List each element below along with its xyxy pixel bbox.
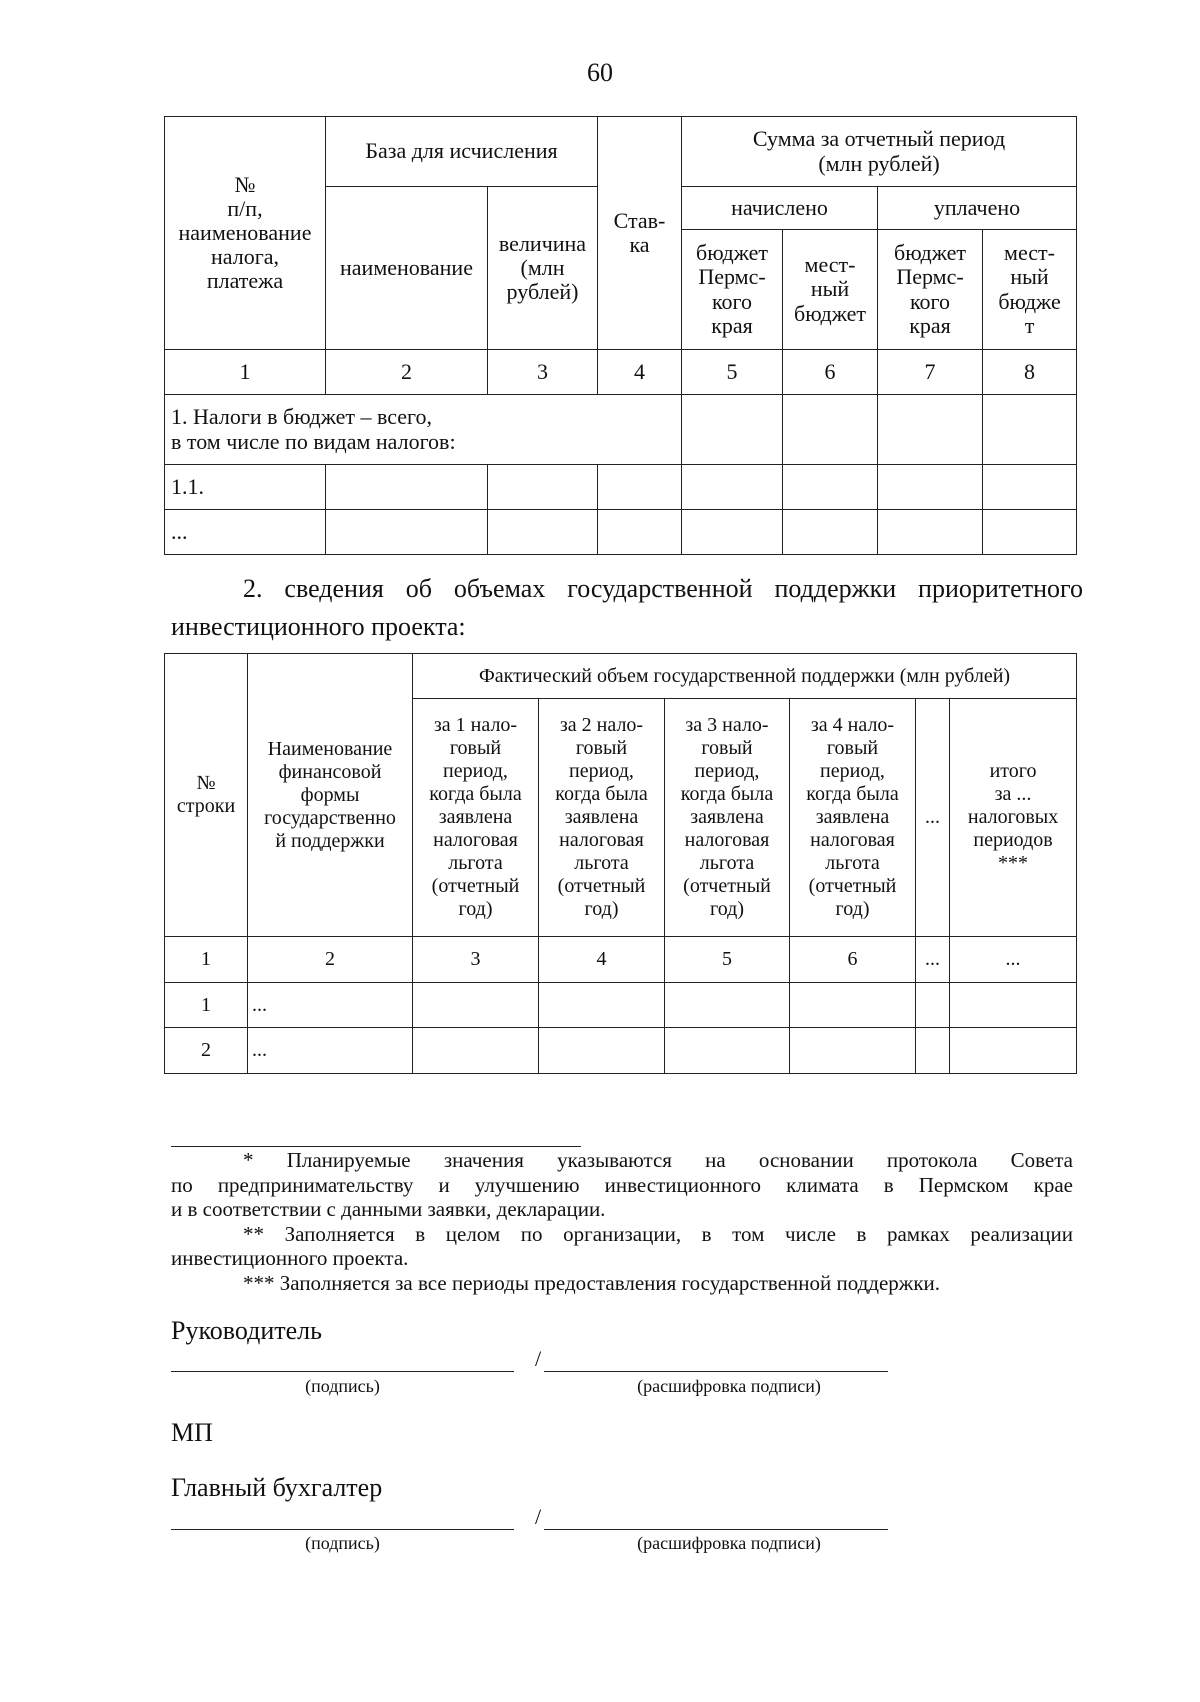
section2-heading (171, 570, 1083, 646)
table-cell (983, 510, 1077, 555)
table-cell (983, 395, 1077, 465)
section2-line1: 2. сведения об объемах государственной поддержки приоритетного (243, 574, 1083, 603)
header-local-paid: мест- ный бюдже т (983, 230, 1077, 350)
header-row-number: № строки (165, 654, 248, 937)
head-decoding-caption: (расшифровка подписи) (637, 1376, 821, 1396)
seal-label: МП (171, 1418, 213, 1447)
table-cell (783, 465, 878, 510)
table-row (165, 1028, 1077, 1074)
table-cell (878, 395, 983, 465)
table-cell (916, 1028, 950, 1074)
table-cell (682, 465, 783, 510)
header-form-name: Наименование финансовой формы государственно й поддержки (248, 654, 413, 937)
header-budget-perm-accrued: бюджет Пермс- кого края (682, 230, 783, 350)
table-cell (488, 465, 598, 510)
table-cell (950, 983, 1077, 1028)
accountant-title: Главный бухгалтер (171, 1473, 383, 1502)
table-cell (488, 510, 598, 555)
row-label: 1. Налоги в бюджет – всего, в том числе по видам налогов: (165, 395, 682, 465)
header-period-4: за 4 нало- говый период, когда была заявлена налоговая льгота (отчетный год) (790, 699, 916, 937)
header-total: итого за ... налоговых периодов *** (950, 699, 1077, 937)
header-rate: Став- ка (598, 117, 682, 350)
column-number: 5 (665, 937, 790, 983)
column-numbers-row (165, 937, 1077, 983)
header-budget-perm-paid: бюджет Пермс- кого края (878, 230, 983, 350)
head-slash: / (535, 1346, 542, 1371)
tax-table (164, 116, 1077, 555)
column-number: 3 (413, 937, 539, 983)
column-number: 1 (165, 350, 326, 395)
table-cell (665, 983, 790, 1028)
accountant-signature-caption: (подпись) (305, 1533, 380, 1553)
table-cell (783, 510, 878, 555)
table-row (165, 510, 1077, 555)
header-paid: уплачено (878, 187, 1077, 230)
column-number: ... (916, 937, 950, 983)
row-name: ... (248, 983, 413, 1028)
table-cell (790, 983, 916, 1028)
header-ellipsis: ... (916, 699, 950, 937)
header-base-name: наименование (326, 187, 488, 350)
header-tax-name: № п/п, наименование налога, платежа (165, 117, 326, 350)
footnote-2-line1: ** Заполняется в целом по организации, в том числе в рамках реализации (243, 1221, 1073, 1246)
table-cell (878, 510, 983, 555)
footnote-separator (171, 1146, 581, 1147)
head-decoding-line (544, 1371, 888, 1372)
section2-line2: инвестиционного проекта: (171, 612, 466, 641)
accountant-slash: / (535, 1504, 542, 1529)
accountant-signature-line (171, 1529, 514, 1530)
header-local-accrued: мест- ный бюджет (783, 230, 878, 350)
table-cell (326, 510, 488, 555)
header-base-group: База для исчисления (326, 117, 598, 187)
row-name: ... (248, 1028, 413, 1074)
header-actual-group: Фактический объем государственной поддержки (млн рублей) (413, 654, 1077, 699)
column-number: 6 (783, 350, 878, 395)
column-numbers-row (165, 350, 1077, 395)
table-cell (682, 510, 783, 555)
column-number: 2 (248, 937, 413, 983)
accountant-decoding-line (544, 1529, 888, 1530)
table-cell (326, 465, 488, 510)
column-number: 6 (790, 937, 916, 983)
column-number: 7 (878, 350, 983, 395)
table-cell (598, 510, 682, 555)
table-cell (539, 983, 665, 1028)
support-table (164, 653, 1077, 1074)
column-number: 8 (983, 350, 1077, 395)
table-row (165, 983, 1077, 1028)
page-number: 60 (587, 58, 613, 87)
table-cell (665, 1028, 790, 1074)
head-title: Руководитель (171, 1316, 322, 1345)
table-cell (598, 465, 682, 510)
head-signature-line (171, 1371, 514, 1372)
table-cell (790, 1028, 916, 1074)
header-accrued: начислено (682, 187, 878, 230)
row-number: 1 (165, 983, 248, 1028)
table-row (165, 465, 1077, 510)
table-cell (783, 395, 878, 465)
table-cell (413, 983, 539, 1028)
footnotes (171, 1148, 1073, 1295)
column-number: 4 (598, 350, 682, 395)
footnote-1-line1: * Планируемые значения указываются на основании протокола Совета (243, 1148, 1073, 1172)
header-period-2: за 2 нало- говый период, когда была заявлена налоговая льгота (отчетный год) (539, 699, 665, 937)
column-number: 4 (539, 937, 665, 983)
table-cell (539, 1028, 665, 1074)
header-base-value: величина (млн рублей) (488, 187, 598, 350)
table-cell (682, 395, 783, 465)
footnote-1-line2: по предпринимательству и улучшению инвестиционного климата в Пермском крае (171, 1172, 1073, 1197)
table-cell (916, 983, 950, 1028)
row-number: 2 (165, 1028, 248, 1074)
table-cell (983, 465, 1077, 510)
row-label: ... (165, 510, 326, 555)
header-period-3: за 3 нало- говый период, когда была заявлена налоговая льгота (отчетный год) (665, 699, 790, 937)
header-sum-group: Сумма за отчетный период (млн рублей) (682, 117, 1077, 187)
table-cell (950, 1028, 1077, 1074)
table-cell (878, 465, 983, 510)
row-label: 1.1. (165, 465, 326, 510)
footnote-1-line3: и в соответствии с данными заявки, декларации. (171, 1197, 606, 1221)
column-number: 1 (165, 937, 248, 983)
table-row (165, 395, 1077, 465)
column-number: ... (950, 937, 1077, 983)
accountant-decoding-caption: (расшифровка подписи) (637, 1533, 821, 1553)
footnote-2-line2: инвестиционного проекта. (171, 1246, 409, 1270)
column-number: 3 (488, 350, 598, 395)
head-signature-caption: (подпись) (305, 1376, 380, 1396)
column-number: 2 (326, 350, 488, 395)
footnote-3: *** Заполняется за все периоды предоставления государственной поддержки. (243, 1270, 941, 1295)
column-number: 5 (682, 350, 783, 395)
header-period-1: за 1 нало- говый период, когда была заявлена налоговая льгота (отчетный год) (413, 699, 539, 937)
table-cell (413, 1028, 539, 1074)
